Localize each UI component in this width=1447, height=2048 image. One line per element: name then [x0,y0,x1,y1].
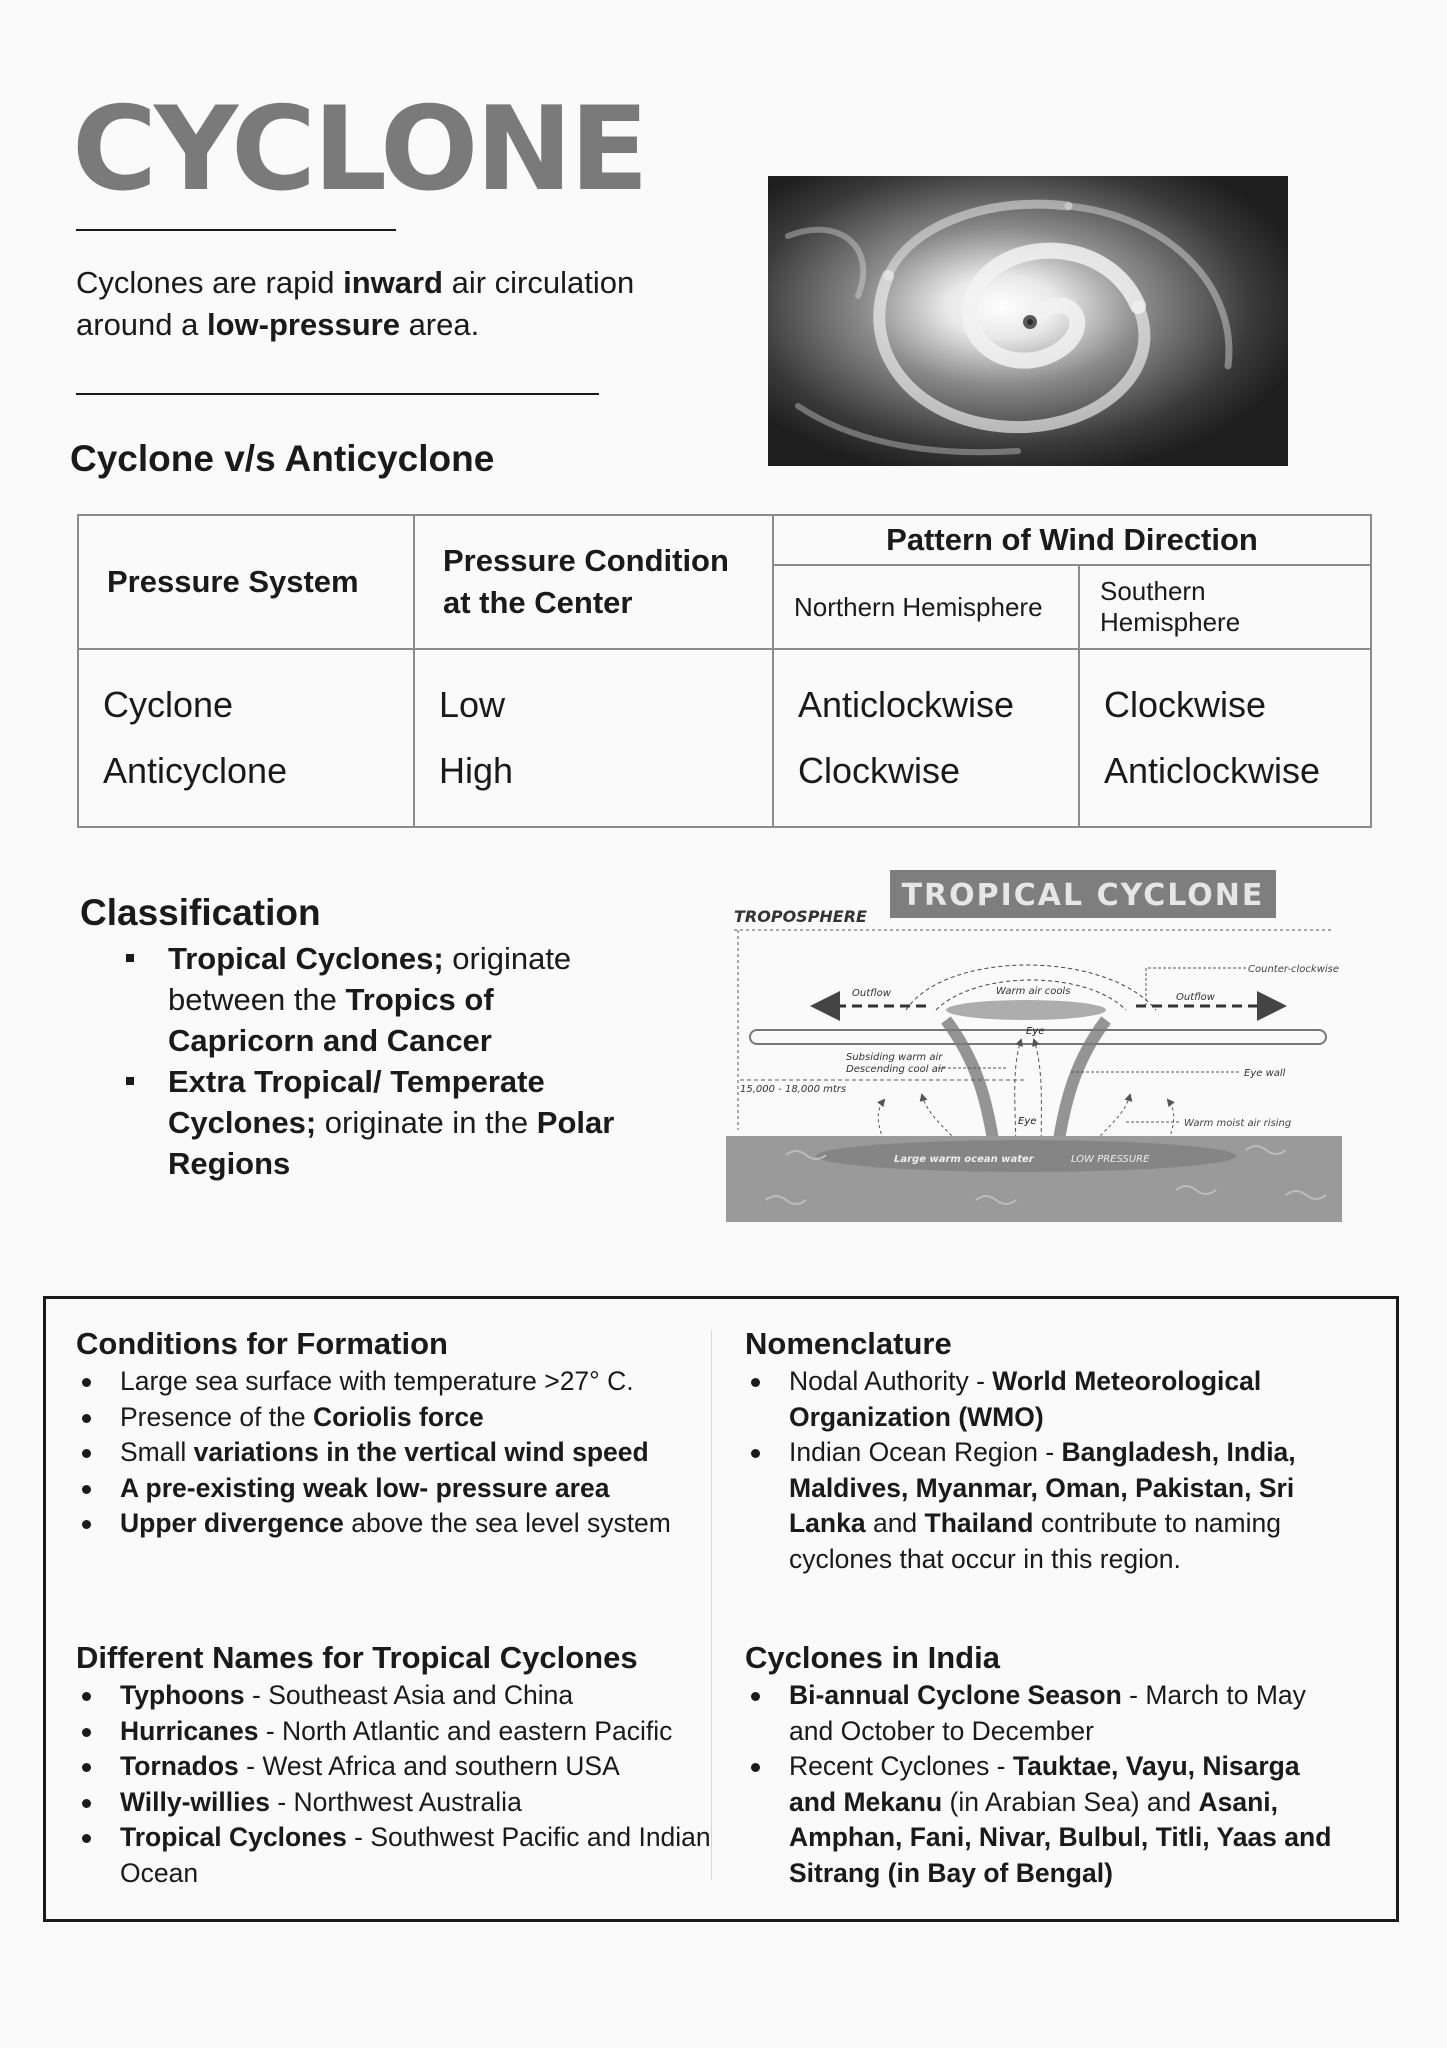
south-cell [1079,649,1371,827]
text-run: Nodal Authority - [789,1366,993,1396]
bold-text: inward [343,265,443,300]
bold-text: Hurricanes [120,1715,259,1746]
india-list [745,1678,1345,1891]
list-item [76,1714,716,1750]
text-run: Indian Ocean Region - [789,1437,1062,1467]
list-item [76,1749,716,1785]
tropical-cyclone-diagram [726,870,1342,1222]
descending-label: Descending cool air [846,1064,945,1075]
text-run: above the sea level system [343,1508,671,1538]
systems-cell [78,649,414,827]
text-run: area. [399,307,480,342]
south-cyclone: Clockwise [1104,684,1267,725]
bold-text: Bangladesh, India, Maldives, Myanmar, Oman, Pakistan, Sri Lanka [789,1437,1296,1538]
bold-text: Extra Tropical/ Temperate Cyclones; [168,1064,545,1140]
bold-text: Typhoons [120,1680,245,1710]
names-title: Different Names for Tropical Cyclones [76,1640,638,1675]
list-item [745,1678,1345,1749]
bold-text: A pre-existing weak low- pressure area [120,1472,610,1503]
names-list [76,1678,716,1891]
list-item [745,1364,1345,1435]
conditions-title: Conditions for Formation [76,1326,448,1361]
bold-text: low-pressure [207,307,400,342]
text-run: contribute to naming cyclones that occur in this region. [789,1508,1281,1574]
list-item [120,938,640,1061]
classification-list [120,938,640,1184]
cyclone-satellite-image [768,176,1288,466]
bold-text: Coriolis force [312,1401,484,1432]
intro-divider [76,393,599,395]
intro-text [76,262,676,346]
text-run: and [865,1508,925,1538]
nomenclature-title: Nomenclature [745,1326,952,1361]
bold-text: Tornados [120,1751,239,1781]
counter-clockwise-label: Counter-clockwise [1248,964,1340,975]
bold-text: Tauktae, Vayu, Nisarga and Mekanu [789,1751,1300,1817]
header-southern-hemisphere: Southern Hemisphere [1079,565,1371,649]
list-item [745,1749,1345,1891]
table-row [78,649,1371,827]
text-run: Presence of the [120,1401,313,1432]
text-run: - Northwest Australia [269,1786,522,1817]
bold-text: Bi-annual Cyclone Season [789,1680,1122,1710]
title-underline [76,229,396,231]
text-run: originate between the [168,941,572,1017]
text-run: - North Atlantic and eastern Pacific [258,1715,673,1746]
text-run: originate in the [316,1105,537,1140]
list-item [76,1785,716,1821]
bold-text: Tropical Cyclones; [168,941,444,976]
bold-text: Upper divergence [120,1508,344,1538]
list-item [76,1678,716,1714]
diagram-banner: TROPICAL CYCLONE [901,878,1265,913]
condition-high: High [439,750,514,791]
comparison-title: Cyclone v/s Anticyclone [70,438,495,479]
bold-text: Thailand [924,1508,1034,1538]
list-item [76,1400,716,1436]
bold-text: variations in the vertical wind speed [193,1437,649,1467]
comparison-table [77,514,1372,828]
list-item [76,1506,716,1542]
text-run: - West Africa and southern USA [238,1751,620,1781]
bold-text: Asani, Amphan, Fani, Nivar, Bulbul, Titli, Yaas and Sitrang (in Bay of Bengal) [789,1786,1332,1888]
ocean-label: Large warm ocean water [894,1154,1034,1165]
low-pressure-label: LOW PRESSURE [1071,1154,1150,1165]
list-item [76,1471,716,1507]
north-cyclone: Anticlockwise [798,684,1015,725]
eye-wall-label: Eye wall [1244,1068,1286,1079]
south-anticyclone: Anticlockwise [1104,750,1321,791]
list-item [76,1820,716,1891]
text-run: Recent Cyclones - [789,1751,1013,1781]
eye-bottom-label: Eye [1018,1116,1037,1127]
conditions-list [76,1364,716,1542]
classification-title: Classification [80,892,321,933]
list-item [76,1435,716,1471]
text-run: - Southwest Pacific and Indian Ocean [120,1822,711,1888]
text-run: Small [120,1437,194,1467]
conditions-cell [414,649,773,827]
eye-top-label: Eye [1026,1026,1045,1037]
system-cyclone: Cyclone [103,684,234,725]
troposphere-label: TROPOSPHERE [734,907,867,926]
nomenclature-list [745,1364,1345,1577]
header-pressure-system: Pressure System [78,515,414,649]
text-run: air circulation around a [76,265,635,342]
header-wind-pattern: Pattern of Wind Direction [773,515,1371,565]
system-anticyclone: Anticyclone [103,750,288,791]
list-item [745,1435,1345,1577]
text-run: (in Arabian Sea) and [942,1786,1199,1817]
north-anticyclone: Clockwise [798,750,961,791]
text-run: - March to May and October to December [789,1680,1306,1746]
header-northern-hemisphere: Northern Hemisphere [773,565,1079,649]
text-run: Large sea surface with temperature >27° C. [120,1366,634,1396]
bold-text: World Meteorological Organization (WMO) [789,1366,1262,1432]
text-run: Cyclones are rapid [76,265,344,300]
bold-text: Tropics of Capricorn and Cancer [168,982,494,1058]
list-item [76,1364,716,1400]
condition-low: Low [439,684,506,725]
warm-air-cools-label: Warm air cools [996,986,1071,997]
warm-moist-label: Warm moist air rising [1184,1118,1292,1129]
india-title: Cyclones in India [745,1640,1000,1675]
north-cell [773,649,1079,827]
bold-text: Tropical Cyclones [120,1822,347,1852]
altitude-label: 15,000 - 18,000 mtrs [740,1084,847,1095]
outflow-right-label: Outflow [1176,992,1215,1003]
text-run: - Southeast Asia and China [244,1680,574,1710]
bold-text: Polar Regions [168,1105,615,1181]
header-pressure-condition: Pressure Condition at the Center [414,515,773,649]
list-item [120,1061,640,1184]
page-title: CYCLONE [72,82,646,217]
bold-text: Willy-willies [120,1786,270,1817]
outflow-left-label: Outflow [852,988,891,999]
subsiding-label: Subsiding warm air [846,1052,943,1063]
